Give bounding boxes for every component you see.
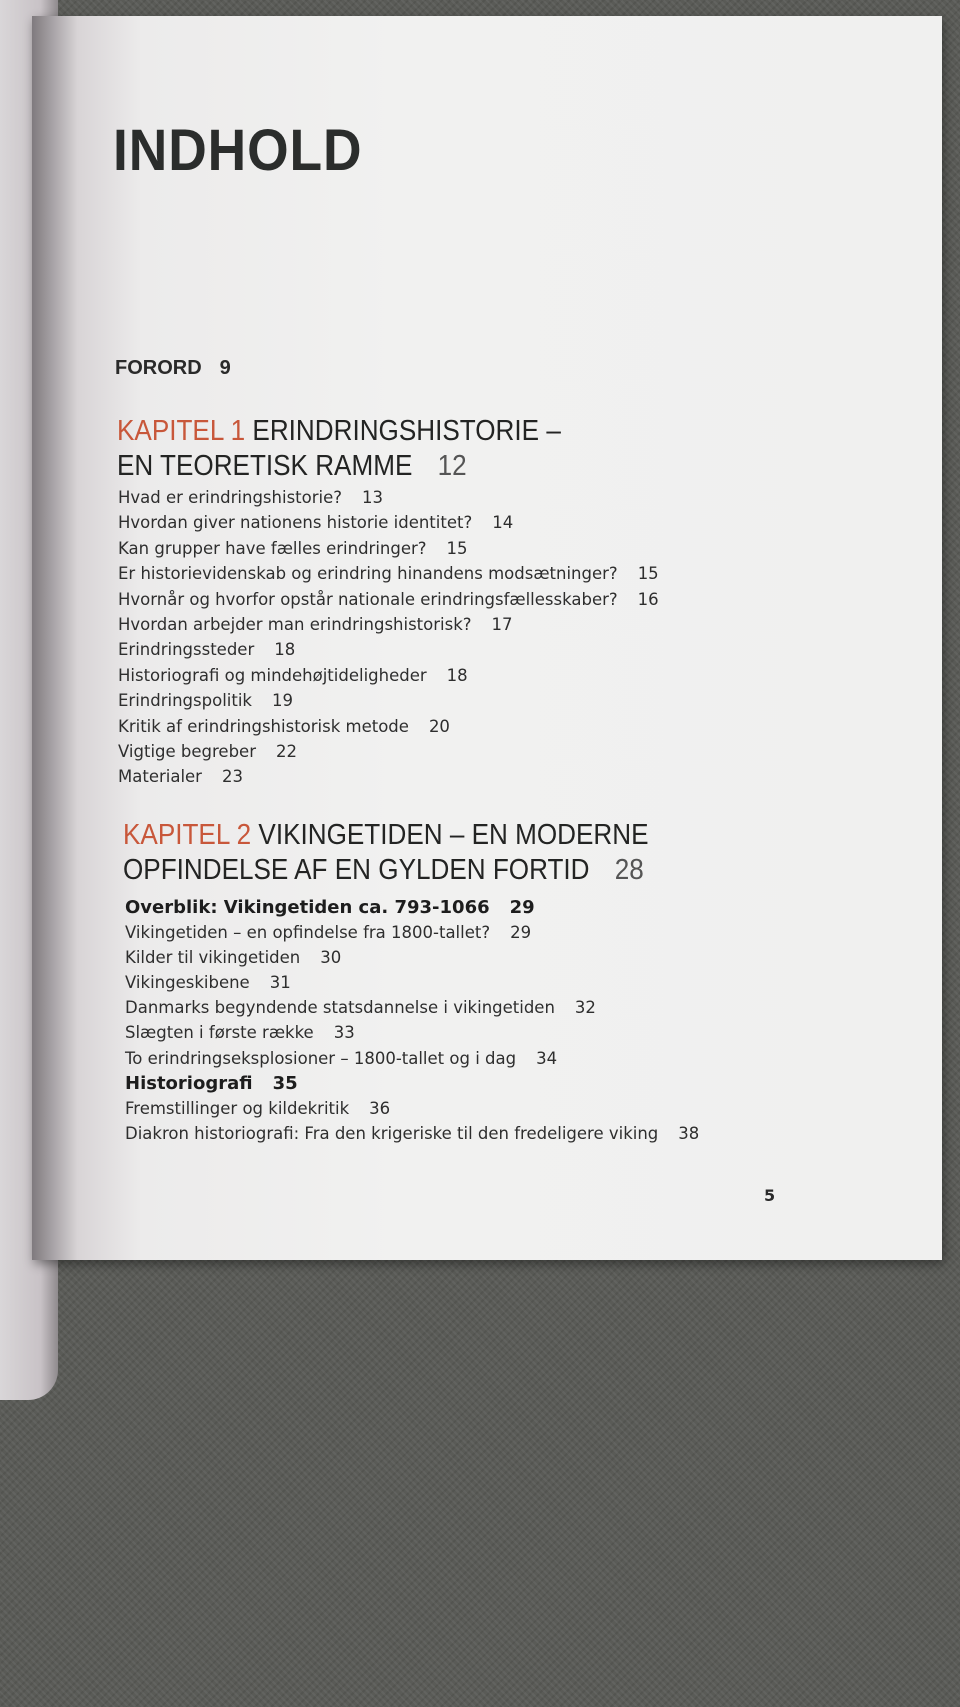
toc-entry (125, 1121, 699, 1146)
toc-entry (118, 663, 659, 688)
forord-label: FORORD (115, 357, 202, 379)
page-title: INDHOLD (113, 118, 363, 183)
toc-entry-page: 18 (274, 640, 296, 660)
toc-entry-title: Erindringssteder (118, 640, 255, 660)
toc-entry-page: 34 (536, 1048, 558, 1068)
toc-entry-title: Vikingetiden – en opfindelse fra 1800-tallet? (125, 923, 491, 943)
toc-entry (118, 637, 659, 662)
toc-entry-title: Erindringspolitik (118, 691, 252, 711)
toc-entry (118, 764, 659, 789)
toc-forord (115, 355, 231, 381)
toc-entry (125, 1096, 699, 1121)
toc-entry (118, 536, 659, 561)
toc-entry (118, 561, 659, 586)
toc-entry (125, 1046, 699, 1071)
toc-entry-title: Slægten i første række (125, 1023, 314, 1043)
toc-entry (118, 714, 659, 739)
chapter-title-line2: OPFINDELSE AF EN GYLDEN FORTID (123, 854, 590, 886)
toc-entry (118, 510, 659, 535)
toc-entry-page: 15 (446, 538, 468, 558)
toc-entry-page: 17 (491, 614, 513, 634)
toc-entry-title: Hvordan arbejder man erindringshistorisk? (118, 614, 472, 634)
toc-entry-page: 30 (320, 948, 342, 968)
toc-entry-title: Vigtige begreber (118, 741, 256, 761)
toc-entry-page: 33 (333, 1023, 355, 1043)
toc-entry-page: 13 (362, 488, 384, 507)
toc-entry-page: 32 (574, 998, 596, 1018)
toc-entry (125, 970, 699, 995)
toc-entry-title: Materialer (118, 767, 202, 787)
book-page (32, 16, 942, 1260)
toc-entry-page: 20 (428, 716, 450, 736)
toc-entry-title: Hvornår og hvorfor opstår nationale erindringsfællesskaber? (118, 589, 618, 609)
toc-entry (125, 995, 699, 1020)
chapter-label: KAPITEL 2 (123, 819, 252, 851)
toc-entry-title: Historiografi (125, 1072, 253, 1094)
toc-entry-page: 35 (272, 1072, 298, 1094)
toc-entry-title: Kan grupper have fælles erindringer? (118, 538, 427, 558)
chapter-2-heading (123, 818, 649, 888)
chapter-1-heading (117, 414, 561, 484)
toc-entry-title: To erindringseksplosioner – 1800-tallet og i dag (125, 1048, 517, 1068)
toc-entry (118, 485, 659, 510)
toc-entry-title: Hvad er erindringshistorie? (118, 488, 343, 507)
toc-entry (125, 895, 699, 920)
toc-entry-page: 31 (269, 973, 291, 993)
toc-entry (125, 945, 699, 970)
chapter-page: 28 (614, 854, 644, 886)
toc-entry-page: 36 (369, 1098, 391, 1118)
page-number: 5 (764, 1186, 776, 1205)
toc-entry (125, 1071, 699, 1096)
chapter-1-entries (118, 485, 659, 790)
toc-entry-page: 14 (492, 513, 514, 533)
toc-entry (125, 1020, 699, 1045)
toc-entry-title: Fremstillinger og kildekritik (125, 1098, 350, 1118)
toc-entry-title: Kritik af erindringshistorisk metode (118, 716, 409, 736)
toc-entry-title: Historiografi og mindehøjtideligheder (118, 665, 427, 685)
toc-entry-page: 22 (276, 741, 297, 761)
toc-entry-page: 29 (510, 923, 532, 943)
toc-entry (118, 688, 659, 713)
chapter-label: KAPITEL 1 (117, 415, 246, 447)
chapter-title-line1: ERINDRINGSHISTORIE – (252, 415, 561, 447)
forord-page: 9 (219, 357, 231, 379)
toc-entry-page: 15 (637, 564, 659, 584)
toc-entry-page: 23 (221, 767, 243, 787)
toc-entry-page: 38 (678, 1123, 700, 1143)
toc-entry-title: Hvordan giver nationens historie identitet? (118, 513, 473, 533)
toc-entry-title: Diakron historiografi: Fra den krigeriske til den fredeligere viking (125, 1123, 659, 1143)
chapter-2-entries (125, 895, 699, 1146)
chapter-title-line2: EN TEORETISK RAMME (117, 450, 413, 482)
toc-entry-title: Er historievidenskab og erindring hinandens modsætninger? (118, 564, 618, 584)
toc-entry (118, 587, 659, 612)
chapter-title-line1: VIKINGETIDEN – EN MODERNE (258, 819, 649, 851)
toc-entry-title: Danmarks begyndende statsdannelse i vikingetiden (125, 998, 555, 1018)
toc-entry-page: 18 (446, 665, 468, 685)
toc-entry (118, 612, 659, 637)
toc-entry-page: 16 (637, 589, 659, 609)
toc-entry-title: Overblik: Vikingetiden ca. 793-1066 (125, 897, 490, 918)
toc-entry-title: Vikingeskibene (125, 973, 250, 993)
chapter-page: 12 (437, 450, 467, 482)
toc-entry-page: 19 (271, 691, 293, 711)
toc-entry-page: 29 (509, 897, 535, 918)
toc-entry-title: Kilder til vikingetiden (125, 948, 301, 968)
toc-entry (125, 920, 699, 945)
toc-entry (118, 739, 659, 764)
